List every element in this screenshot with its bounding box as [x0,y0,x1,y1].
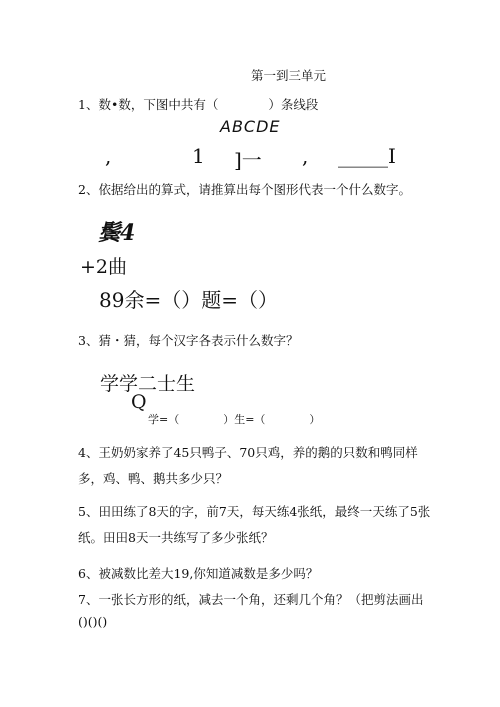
question-7-line-1: 7、一张长方形的纸，减去一个角，还剩几个角？（把剪法画出 [78,592,424,607]
question-1-segment-mark: 1 [192,144,205,168]
question-3-text: 3、猜・猜，每个汉字各表示什么数字？ [78,333,299,348]
question-7-line-2: ()()() [78,614,108,629]
question-1-letters: ABCDE [220,117,281,136]
question-2-equation-line-1: 鬓4 [98,220,136,246]
question-3-puzzle-line-2: Q [131,391,147,413]
question-2-equation-line-3: 89余=（）题=（） [99,288,278,312]
question-3-puzzle-line-1: 学学二士生 [100,373,196,395]
question-1-segment-mark: , [302,144,309,168]
question-5-line-2: 纸。田田8天一共练写了多少张纸？ [78,530,274,545]
question-1-segment-mark: _____I [338,144,396,168]
page-title: 第一到三单元 [251,68,327,83]
question-1-segment-mark: , [105,144,112,168]
question-5-line-1: 5、田田练了8天的字，前7天，每天练4张纸，最终一天练了5张 [78,504,431,519]
question-4-line-1: 4、王奶奶家养了45只鸭子、70只鸡，养的鹅的只数和鸭同样 [78,445,418,460]
question-2-equation-line-2: +2曲 [80,256,128,278]
question-1-text: 1、数•数，下图中共有（ ）条线段 [78,97,319,112]
question-6-text: 6、被减数比差大19,你知道减数是多少吗？ [78,566,319,581]
question-3-answers: 学=（ ）生=（ ） [148,413,321,426]
question-2-text: 2、依据给出的算式，请推算出每个图形代表一个什么数字。 [78,182,411,197]
question-4-line-2: 多，鸡、鸭、鹅共多少只？ [78,471,229,486]
question-1-segment-mark: ]一 [234,148,262,172]
